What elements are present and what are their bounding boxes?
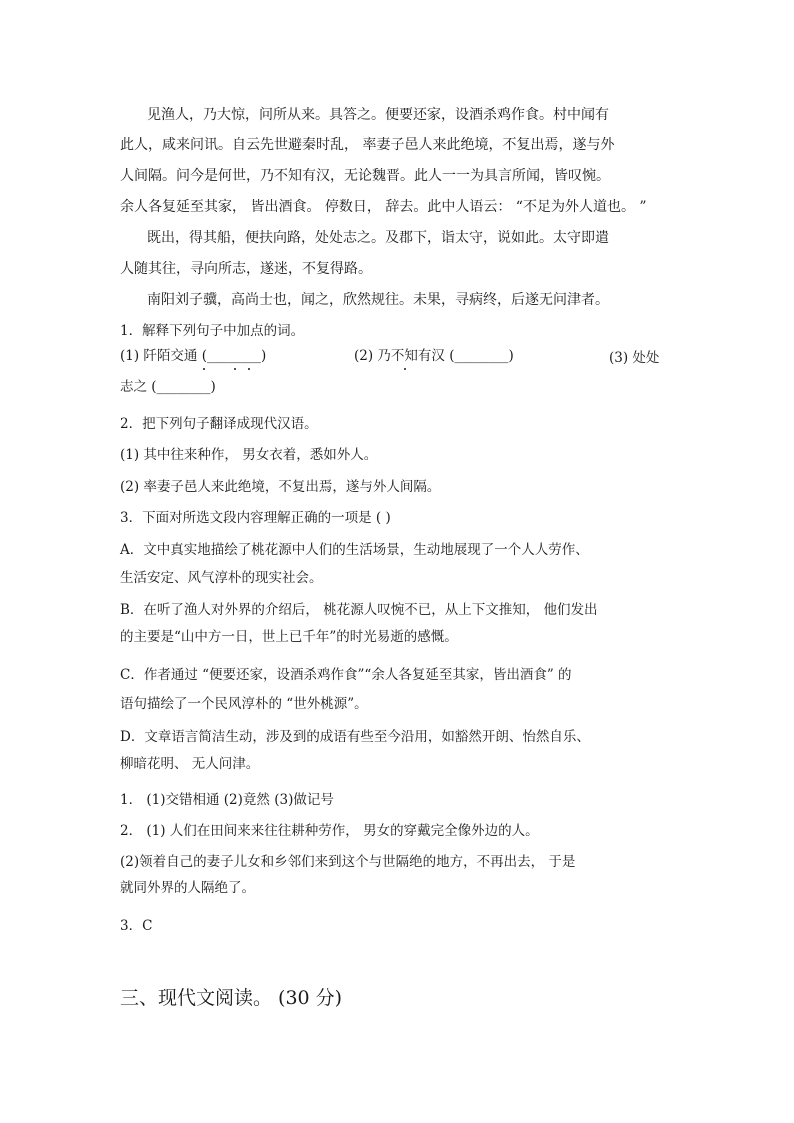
option-c-line: 语句描绘了一个民风淳朴的 “世外桃源”。 <box>120 696 368 712</box>
passage-line: 此人，咸来问讯。自云先世避秦时乱， 率妻子邑人来此绝境，不复出焉，遂与外 <box>120 137 615 153</box>
passage-line: 人随其往，寻向所志，遂迷，不复得路。 <box>120 261 372 277</box>
answer-2-line: 就同外界的人隔绝了。 <box>120 880 255 896</box>
answer-2-line: 2． (1) 人们在田间来来往往耕种劳作， 男女的穿戴完全像外边的人。 <box>120 823 539 839</box>
question-1-item-1: (1) 阡陌交通 (________) <box>120 348 267 364</box>
question-1-item-3: (3) 处处 <box>609 350 660 366</box>
passage-line: 余人各复延至其家， 皆出酒食。 停数日， 辞去。此中人语云： “不足为外人道也。 ” <box>120 199 647 215</box>
passage-line: 人间隔。问今是何世，乃不知有汉，无论魏晋。此人一一为具言所闻，皆叹惋。 <box>120 168 610 184</box>
passage-line: 既出，得其船，便扶向路，处处志之。及郡下，诣太守，说如此。太守即遣 <box>147 230 609 246</box>
option-d-line: D．文章语言简洁生动，涉及到的成语有些至今沿用，如豁然开朗、怡然自乐、 <box>120 729 590 745</box>
option-c-line: C．作者通过 “便要还家，设酒杀鸡作食”“余人各复延至其家，皆出酒食” 的 <box>120 667 572 683</box>
question-1-item-2: (2) 乃不知有汉 (________) <box>354 348 514 364</box>
option-d-line: 柳暗花明、 无人问津。 <box>120 756 260 772</box>
option-b-line: B．在听了渔人对外界的介绍后， 桃花源人叹惋不已，从上下文推知， 他们发出 <box>120 602 598 618</box>
emphasis-dot <box>248 368 250 370</box>
passage-line: 见渔人，乃大惊，问所从来。具答之。便要还家，设酒杀鸡作食。村中闻有 <box>147 107 609 123</box>
option-b-line: 的主要是“山中方一日，世上已千年”的时光易逝的感慨。 <box>120 629 458 645</box>
answer-2-line: (2)领着自己的妻子儿女和乡邻们来到这个与世隔绝的地方，不再出去， 于是 <box>120 854 576 870</box>
emphasis-dot <box>203 368 205 370</box>
passage-line: 南阳刘子骥，高尚士也，闻之，欣然规往。未果，寻病终，后遂无问津者。 <box>147 292 609 308</box>
answer-1: 1． (1)交错相通 (2)竟然 (3)做记号 <box>120 792 334 808</box>
option-a-line: 生活安定、风气淳朴的现实社会。 <box>120 570 323 586</box>
question-3-title: 3．下面对所选文段内容理解正确的一项是 ( ) <box>120 510 391 526</box>
section-heading: 三、现代文阅读。 (30 分) <box>120 987 343 1009</box>
question-1-item-3-cont: 志之 (________) <box>120 379 216 395</box>
answer-3: 3．C <box>120 918 153 934</box>
emphasis-dot <box>234 368 236 370</box>
question-2-item-1: (1) 其中往来种作， 男女衣着，悉如外人。 <box>120 447 378 463</box>
question-2-item-2: (2) 率妻子邑人来此绝境，不复出焉，遂与外人间隔。 <box>120 479 441 495</box>
question-2-title: 2．把下列句子翻译成现代汉语。 <box>120 416 318 432</box>
option-a-line: A．文中真实地描绘了桃花源中人们的生活场景，生动地展现了一个人人劳作、 <box>120 542 589 558</box>
question-1-title: 1．解释下列句子中加点的词。 <box>120 323 305 339</box>
emphasis-dot <box>404 368 406 370</box>
